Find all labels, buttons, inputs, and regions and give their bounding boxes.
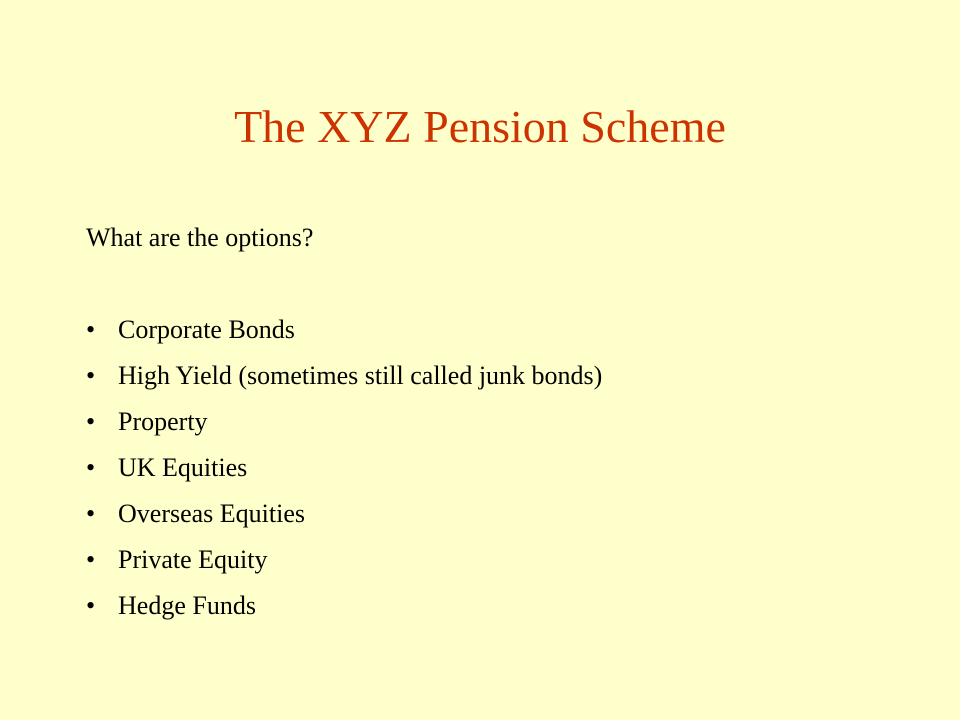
slide-title: The XYZ Pension Scheme xyxy=(234,101,726,152)
bullet-icon: • xyxy=(86,407,96,436)
bullet-item-high-yield xyxy=(86,353,602,399)
bullet-item-overseas-equities xyxy=(86,491,602,537)
bullet-icon: • xyxy=(86,315,96,344)
bullet-text: Hedge Funds xyxy=(118,591,256,620)
bullet-icon: • xyxy=(86,453,96,482)
bullet-text: Property xyxy=(118,407,208,436)
slide-subtitle: What are the options? xyxy=(86,223,314,252)
bullet-icon: • xyxy=(86,591,96,620)
bullet-item-corporate-bonds xyxy=(86,307,602,353)
bullet-item-hedge-funds xyxy=(86,583,602,629)
bullet-text: Corporate Bonds xyxy=(118,315,295,344)
bullet-text: Private Equity xyxy=(118,545,268,574)
bullet-icon: • xyxy=(86,545,96,574)
bullet-icon: • xyxy=(86,361,96,390)
bullet-text: UK Equities xyxy=(118,453,248,482)
bullet-text: Overseas Equities xyxy=(118,499,306,528)
bullet-text: High Yield (sometimes still called junk bonds) xyxy=(118,361,603,390)
bullet-icon: • xyxy=(86,499,96,528)
bullet-item-private-equity xyxy=(86,537,602,583)
bullet-item-property xyxy=(86,399,602,445)
bullet-item-uk-equities xyxy=(86,445,602,491)
bullet-list xyxy=(86,307,602,629)
